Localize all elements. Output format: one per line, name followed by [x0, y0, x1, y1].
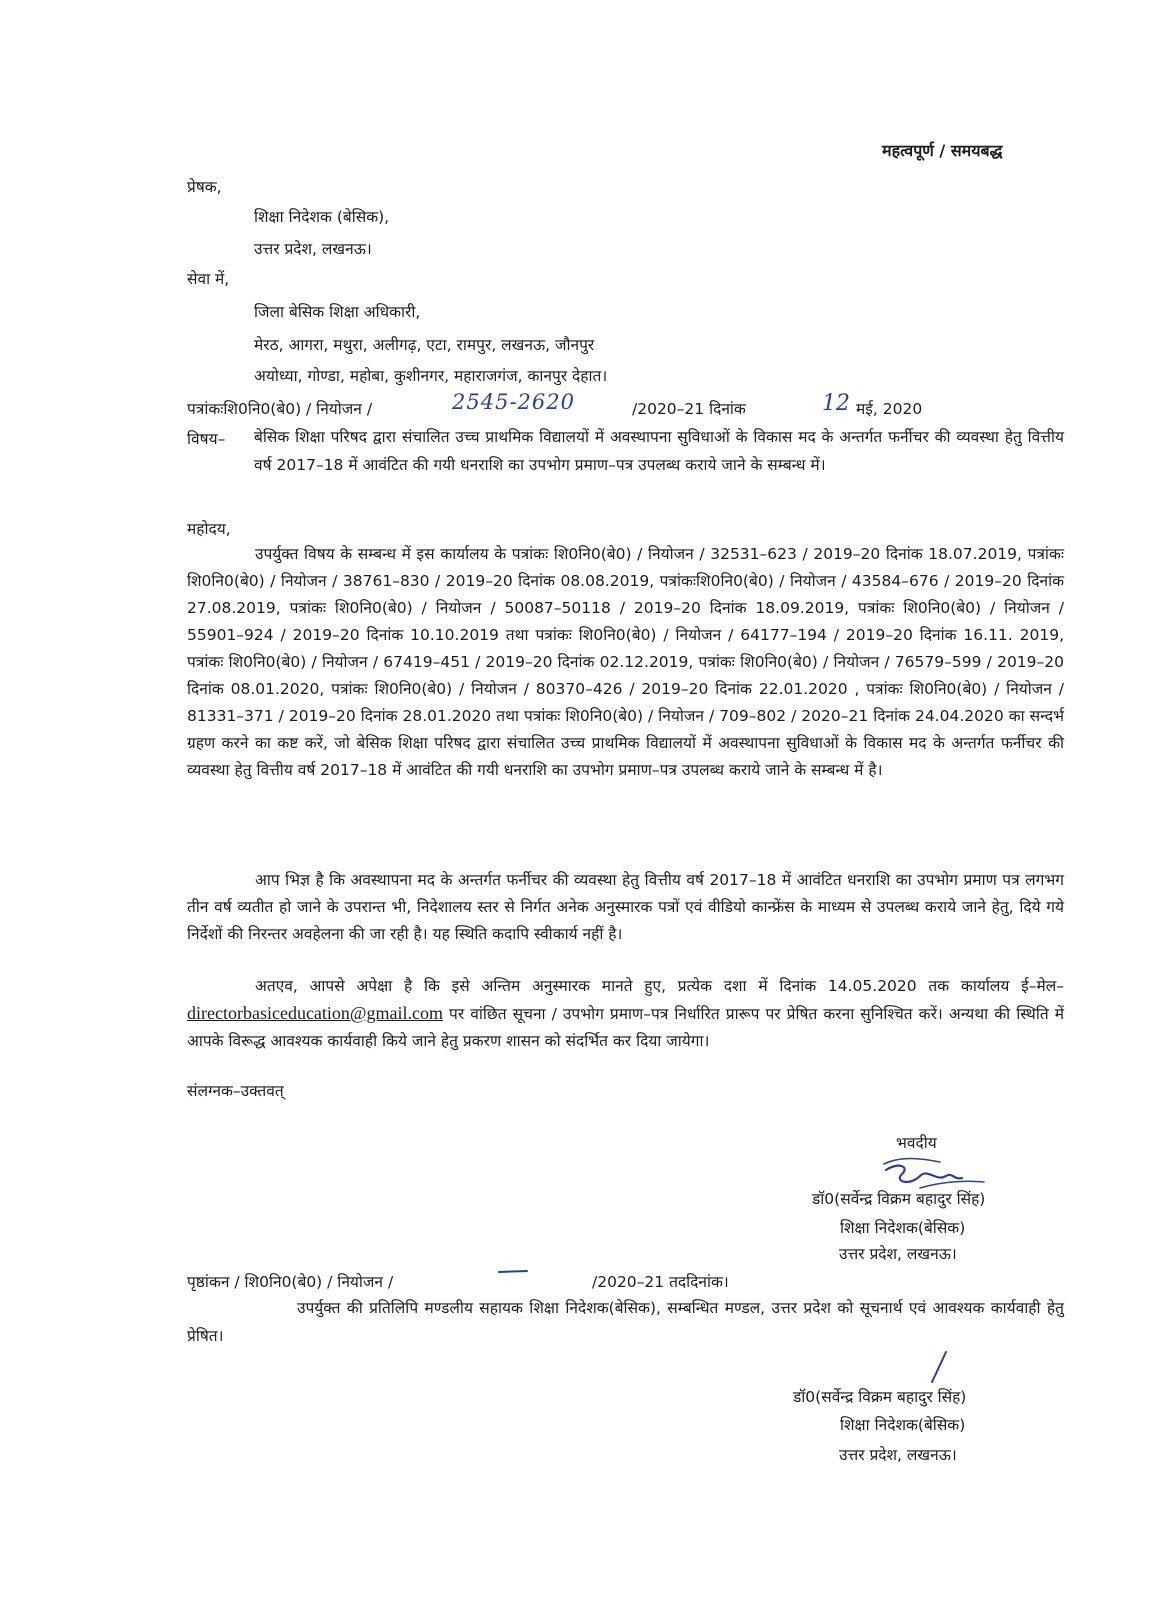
endorsement-reference: पृष्ठांकन / शि0नि0(बे0) / नियोजन /	[187, 1273, 394, 1291]
priority-marker: महत्वपूर्ण / समयबद्ध	[882, 141, 1003, 160]
signatory-title-2: शिक्षा निदेशक(बेसिक)	[840, 1416, 966, 1434]
recipient-designation: जिला बेसिक शिक्षा अधिकारी,	[254, 303, 421, 321]
reference-day-handwritten: 12	[822, 391, 850, 416]
salutation: महोदय,	[187, 520, 231, 538]
endorsement-dash-mark	[495, 1266, 535, 1278]
reference-year: /2020–21 दिनांक	[632, 400, 746, 418]
signature-mark-2	[924, 1348, 954, 1388]
signatory-place-2: उत्तर प्रदेश, लखनऊ।	[839, 1446, 957, 1464]
email-link[interactable]: directorbasiceducation@gmail.com	[187, 1003, 443, 1023]
endorsement-text: उपर्युक्त की प्रतिलिपि मण्डलीय सहायक शिक्षा निदेशक(बेसिक), सम्बन्धित मण्डल, उत्तर प्रदेश को सूचनार्थ एवं आवश्यक कार्यवाही हेतु प्रेषित।	[187, 1299, 1064, 1345]
reference-month-year: मई, 2020	[856, 400, 923, 418]
endorsement-year: /2020–21 तददिनांक।	[592, 1273, 729, 1291]
body-paragraph-1: उपर्युक्त विषय के सम्बन्ध में इस कार्यालय के पत्रांकः शि0नि0(बे0) / नियोजन / 32531–623 / 2019–20 दिनांक 18.07.2019, पत्रांकः शि0नि0(बे0) / नियोजन / 38761–830 / 2019–20 दिनांक 08.08.2019, पत्रांकःशि0नि0(बे0) / नियोजन / 43584–676 / 2019–20 दिनांक 27.08.2019, पत्रांकः शि0नि0(बे0) / नियोजन / 50087–50118 / 2019–20 दिनांक 18.09.2019, पत्रांकः शि0नि0(बे0) / नियोजन / 55901–924 / 2019–20 दिनांक 10.10.2019 तथा पत्रांकः शि0नि0(बे0) / नियोजन / 64177–194 / 2019–20 दिनांक 16.11. 2019, पत्रांकः शि0नि0(बे0) / नियोजन / 67419–451 / 2019–20 दिनांक 02.12.2019, पत्रांकः शि0नि0(बे0) / नियोजन / 76579–599 / 2019–20 दिनांक 08.01.2020, पत्रांकः शि0नि0(बे0) / नियोजन / 80370–426 / 2019–20 दिनांक 22.01.2020 , पत्रांकः शि0नि0(बे0) / नियोजन / 81331–371 / 2019–20 दिनांक 28.01.2020 तथा पत्रांकः शि0नि0(बे0) / नियोजन / 709–802 / 2020–21 दिनांक 24.04.2020 का सन्दर्भ ग्रहण करने का कष्ट करें, जो बेसिक शिक्षा परिषद द्वारा संचालित उच्च प्राथमिक विद्यालयों में अवस्थापना सुविधाओं के विकास मद के अन्तर्गत फर्नीचर की व्यवस्था हेतु वित्तीय वर्ष 2017–18 में आवंटित की गयी धनराशि का उपभोग प्रमाण–पत्र उपलब्ध कराये जाने के सम्बन्ध में है।	[187, 545, 1064, 779]
reference-prefix: पत्रांकःशि0नि0(बे0) / नियोजन /	[187, 400, 373, 418]
recipient-districts-2: अयोध्या, गोण्डा, महोबा, कुशीनगर, महाराजगंज, कानपुर देहात।	[254, 367, 608, 385]
reference-number-handwritten: 2545-2620	[452, 390, 575, 414]
sender-label: प्रेषक,	[187, 178, 222, 196]
body-paragraph-2: आप भिज्ञ है कि अवस्थापना मद के अन्तर्गत फर्नीचर की व्यवस्था हेतु वित्तीय वर्ष 2017–18 में आवंटित धनराशि का उपभोग प्रमाण पत्र लगभग तीन वर्ष व्यतीत हो जाने के उपरान्त भी, निदेशालय स्तर से निर्गत अनेक अनुस्मारक पत्रों एवं वीडियो कान्फ्रेंस के माध्यम से उपलब्ध कराये जाने हेतु, दिये गये निर्देशों की निरन्तर अवहेलना की जा रही है। यह स्थिति कदापि स्वीकार्य नहीं है।	[187, 871, 1064, 943]
closing: भवदीय	[896, 1134, 937, 1152]
sender-location: उत्तर प्रदेश, लखनऊ।	[254, 240, 372, 258]
paragraph-3-rest: पर वांछित सूचना / उपभोग प्रमाण–पत्र निर्धारित प्रारूप पर प्रेषित करना सुनिश्चित करें। अन्यथा की स्थिति में आपके विरूद्ध आवश्यक कार्यवाही किये जाने हेतु प्रकरण शासन को संदर्भित कर दिया जायेगा।	[187, 1005, 1065, 1050]
subject-label: विषय–	[187, 430, 226, 448]
body-paragraph-3	[187, 973, 1064, 1055]
recipient-districts-1: मेरठ, आगरा, मथुरा, अलीगढ़, एटा, रामपुर, लखनऊ, जौनपुर	[254, 336, 595, 354]
signatory-name-2: डॉ0(सर्वेन्द्र विक्रम बहादुर सिंह)	[793, 1388, 967, 1406]
signatory-place: उत्तर प्रदेश, लखनऊ।	[839, 1245, 957, 1263]
sender-designation: शिक्षा निदेशक (बेसिक),	[254, 208, 390, 226]
signatory-name: डॉ0(सर्वेन्द्र विक्रम बहादुर सिंह)	[812, 1190, 986, 1208]
signatory-title: शिक्षा निदेशक(बेसिक)	[840, 1219, 966, 1237]
recipient-label: सेवा में,	[187, 270, 230, 288]
paragraph-3-lead: अतएव, आपसे अपेक्षा है कि इसे अन्तिम अनुस्मारक मानते हुए, प्रत्येक दशा में दिनांक 14.05.2020 तक कार्यालय ई–मेल–	[255, 977, 1064, 995]
subject-text: बेसिक शिक्षा परिषद द्वारा संचालित उच्च प्राथमिक विद्यालयों में अवस्थापना सुविधाओं के विकास मद के अन्तर्गत फर्नीचर की व्यवस्था हेतु वित्तीय वर्ष 2017–18 में आवंटित की गयी धनराशि का उपभोग प्रमाण–पत्र उपलब्ध कराये जाने के सम्बन्ध में।	[254, 428, 1064, 474]
enclosure-note: संलग्नक–उक्तवत्	[187, 1082, 284, 1100]
